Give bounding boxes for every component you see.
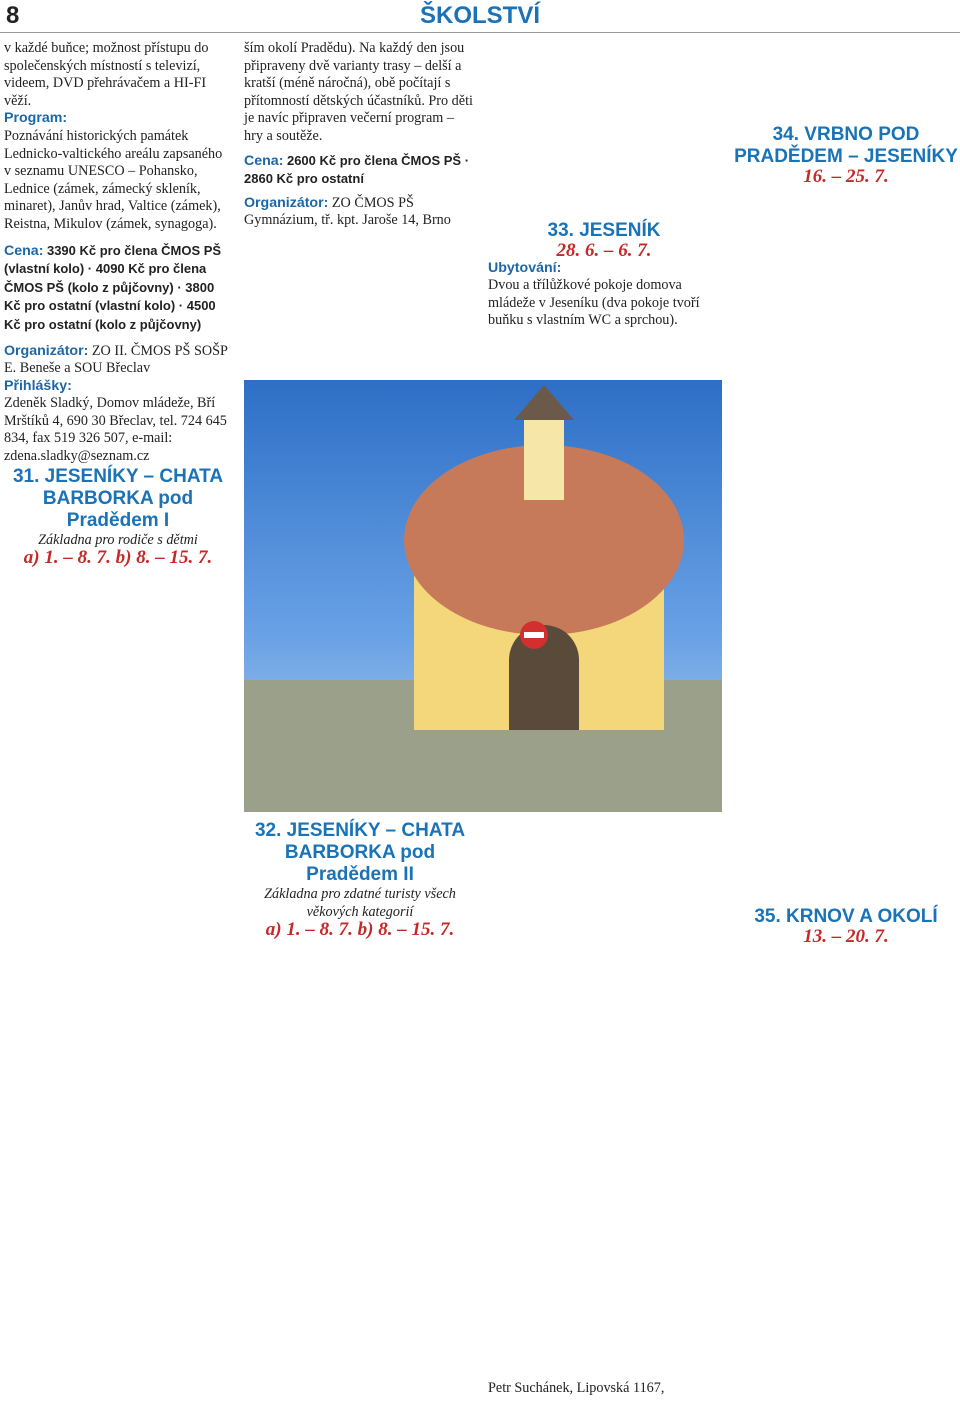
prihlasky-label: Přihlášky: [4, 377, 72, 394]
col2-text: ším okolí Pradědu). Na každý den jsou připraveny dvě varianty trasy – delší a kratší (méně náročná), obě počítají s přítomností dětských účastníků. Pro děti je navíc připraven večerní program – hry a soutěže. [244, 40, 473, 144]
section-31-subtitle: Základna pro rodiče s dětmi [38, 531, 198, 548]
section-31-title: 31. JESENÍKY – CHATA BARBORKA pod Pradědem I [12, 465, 224, 531]
program-label: Program: [4, 110, 68, 127]
section-32-dates: a) 1. – 8. 7. b) 8. – 15. 7. [265, 919, 455, 941]
section-31-dates: a) 1. – 8. 7. b) 8. – 15. 7. [23, 547, 213, 569]
col2-cena: 2600 Kč pro člena ČMOS PŠ · 2860 Kč pro ostatní [244, 152, 470, 187]
page-number: 8 [6, 2, 20, 29]
organizator-label-2: Organizátor: [244, 194, 329, 211]
chapel-illustration [244, 380, 722, 812]
section-title: ŠKOLSTVÍ [419, 2, 540, 29]
section-34-dates: 16. – 25. 7. [803, 166, 889, 187]
section-33-title: 33. JESENÍK [547, 220, 661, 241]
col3-prihlasky: Petr Suchánek, Lipovská 1167, [488, 1380, 665, 1396]
col1-cena: 3390 Kč pro člena ČMOS PŠ (vlastní kolo) · 4090 Kč pro člena ČMOS PŠ (kolo z půjčovny) · 3800 Kč pro ostatní (vlastní kolo) · 4500 Kč pro ostatní (kolo z půjčovny) [4, 242, 222, 332]
column-3 [488, 40, 720, 1396]
section-33-dates: 28. 6. – 6. 7. [556, 240, 652, 261]
organizator-label: Organizátor: [4, 342, 89, 359]
section-35-title: 35. KRNOV A OKOLÍ [754, 905, 938, 927]
chapel-photo [244, 380, 722, 812]
col1-intro: v každé buňce; možnost přístupu do společenských místností s televizí, videem, DVD přehrávačem a HI-FI věží. [4, 40, 209, 109]
column-1 [4, 40, 232, 567]
section-32-subtitle: Základna pro zdatné turisty všech věkových kategorií [264, 886, 456, 920]
col1-program: Poznávání historických památek Lednicko-valtického areálu zapsaného v seznamu UNESCO – Pohansko, Lednice (zámek, zámecký skleník, minaret), Janův hrad, Valtice (zámek), Reistna, Mikulov (zámek, synagoga). [4, 127, 223, 232]
column-2-lower [244, 820, 476, 939]
column-4 [732, 40, 960, 945]
col3-ubytovani: Dvou a třílůžkové pokoje domova mládeže v Jeseníku (dva pokoje tvoří buňku s vlastním WC a sprchou). [488, 277, 700, 329]
ubytovani-label: Ubytování: [488, 259, 562, 276]
col1-prihlasky: Zdeněk Sladký, Domov mládeže, Bří Mrštíků 4, 690 30 Břeclav, tel. 724 645 834, fax 519 326 507, e-mail: zdena.sladky@seznam.cz [4, 395, 227, 465]
page-header [0, 0, 960, 33]
section-34-title: 34. VRBNO POD PRADĚDEM – JESENÍKY [734, 124, 958, 167]
col1-organizator: ZO II. ČMOS PŠ SOŠP E. Beneše a SOU Břeclav [4, 342, 228, 377]
col2-organizator: ZO ČMOS PŠ Gymnázium, tř. kpt. Jaroše 14, Brno [244, 194, 451, 229]
column-2 [244, 40, 476, 230]
section-35-dates: 13. – 20. 7. [803, 925, 889, 947]
cena-label-2: Cena: [244, 152, 284, 169]
section-32-title: 32. JESENÍKY – CHATA BARBORKA pod Pradědem II [254, 820, 466, 885]
cena-label: Cena: [4, 242, 44, 259]
